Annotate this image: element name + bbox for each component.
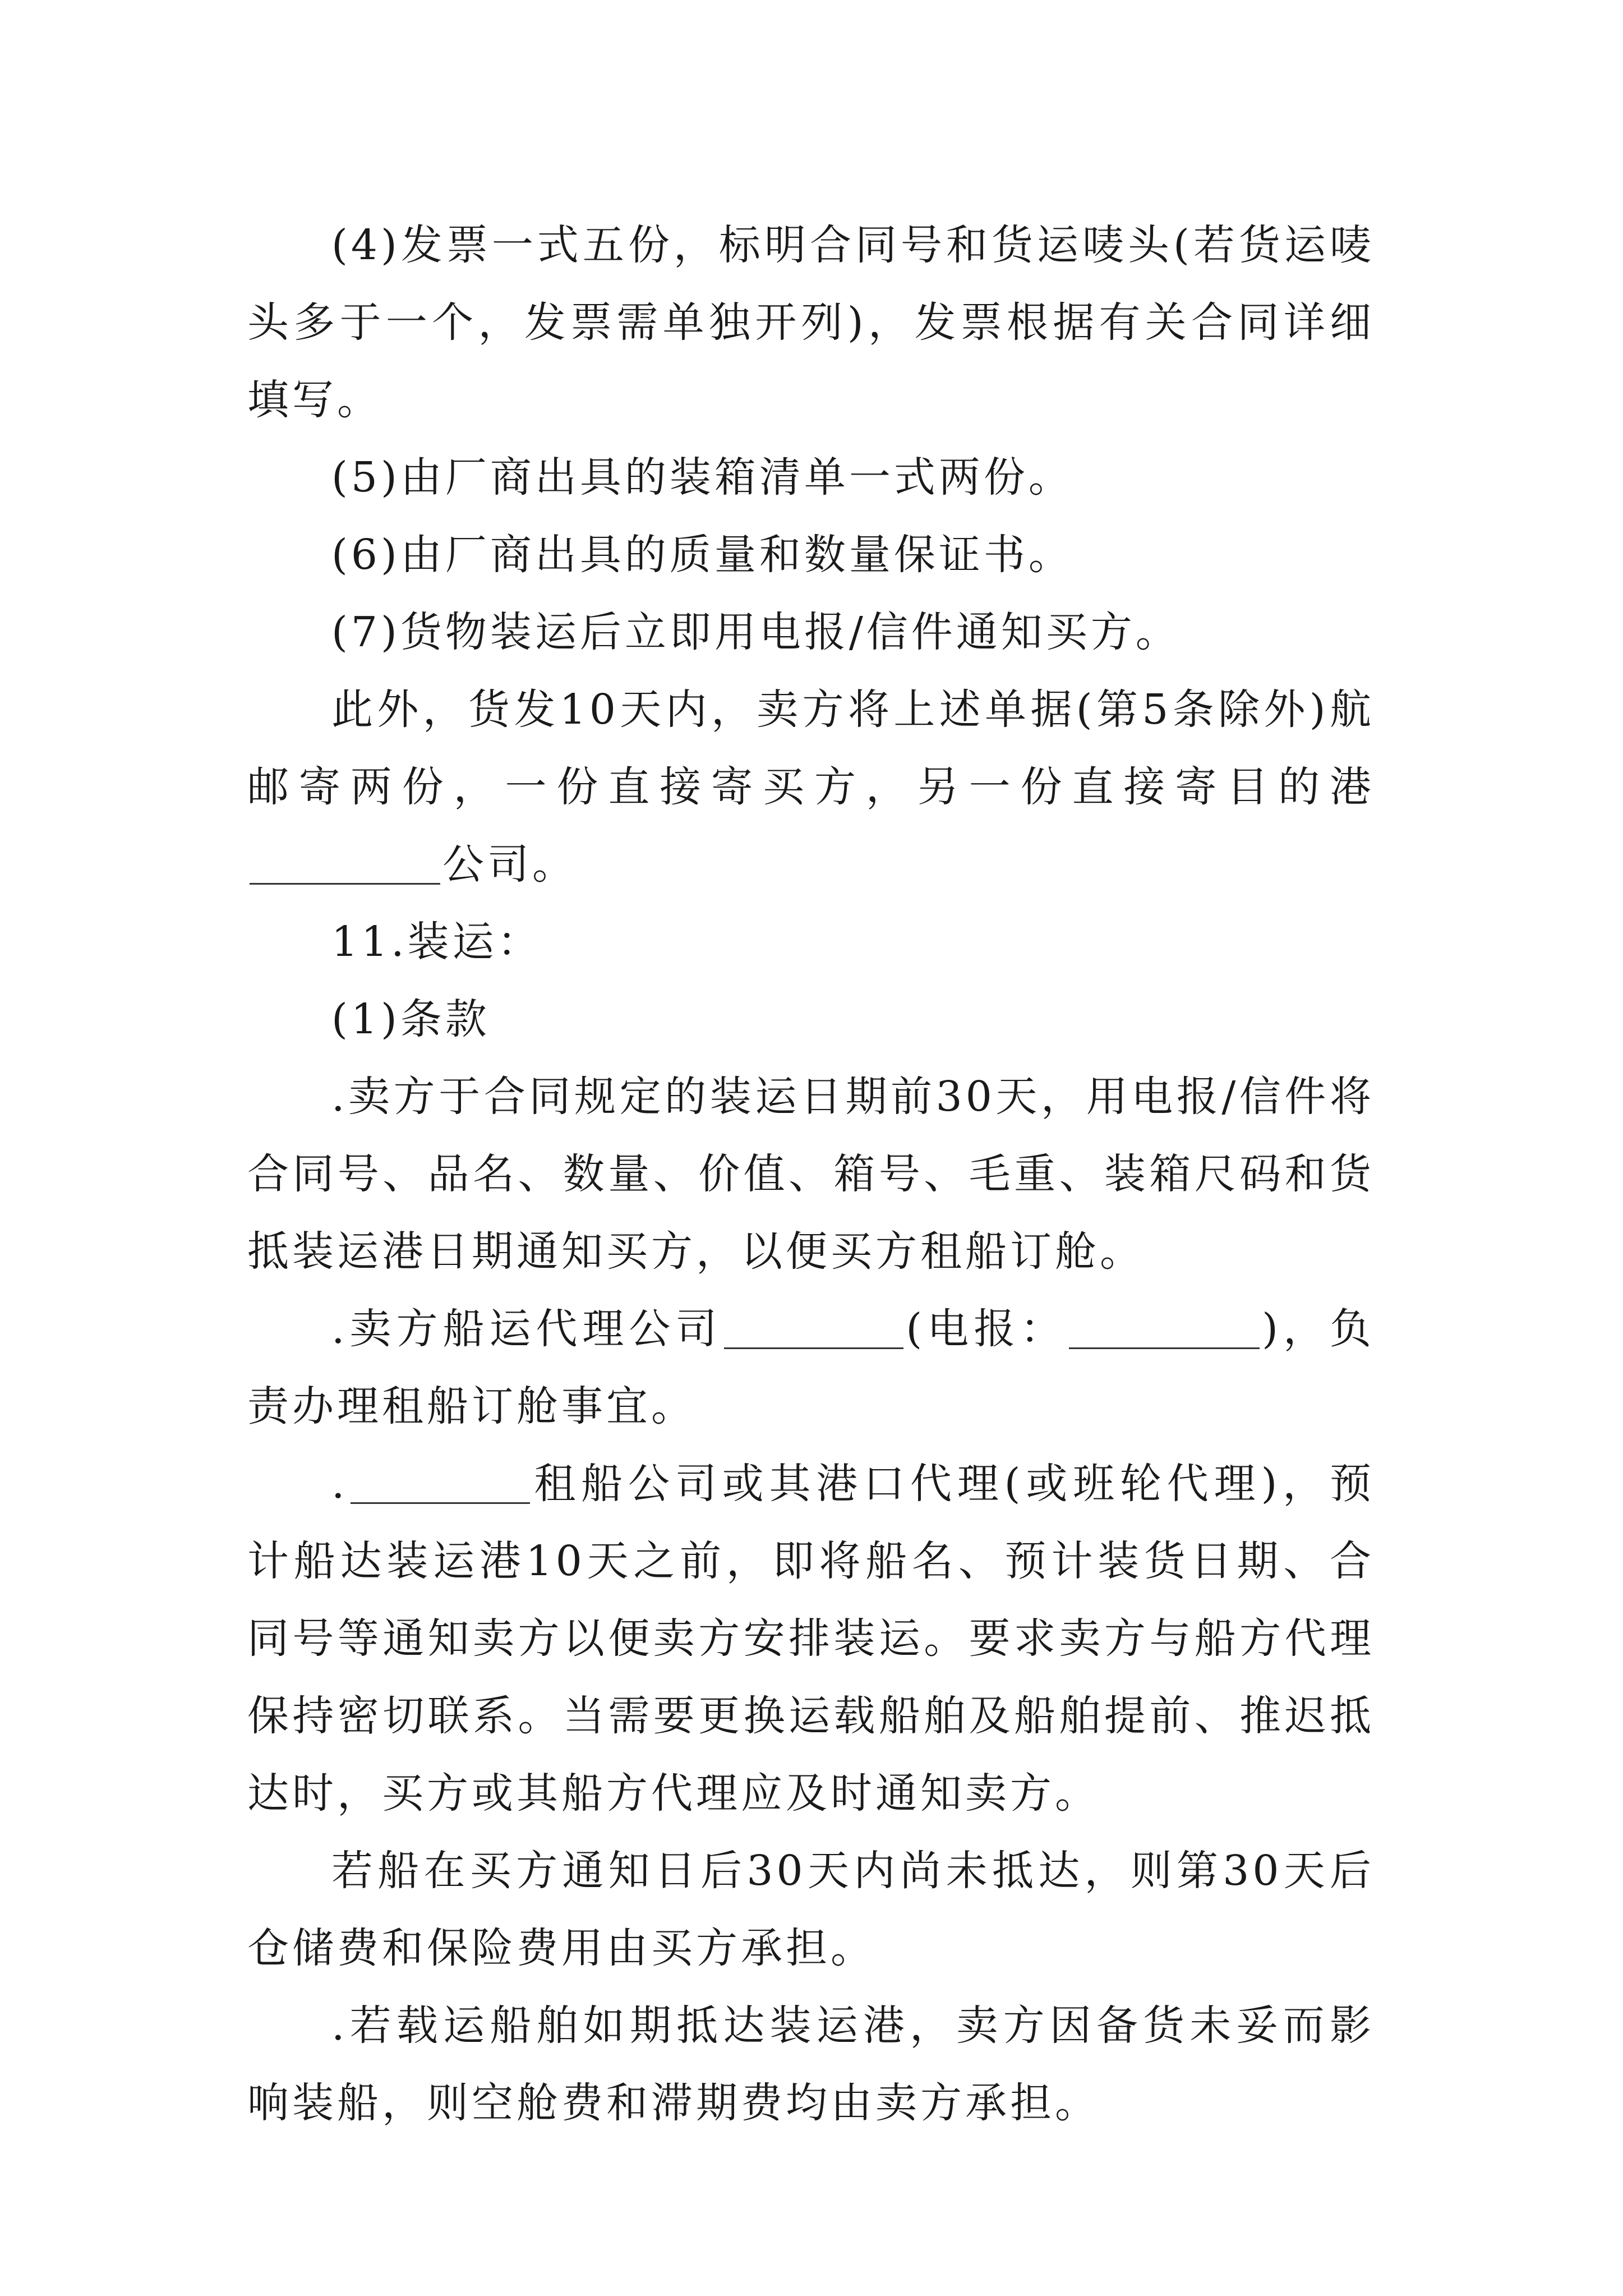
section-heading-shipment — [247, 903, 1375, 981]
paragraph-document-mailing — [247, 671, 1375, 903]
paragraph-dead-freight — [247, 1987, 1375, 2142]
storage-costs-text: 若船在买方通知日后30天内尚未抵达，则第30天后仓储费和保险费用由买方承担。 — [247, 1847, 1375, 1972]
shipping-agent-duty-text: )，负责办理租船订舱事宜。 — [247, 1305, 1375, 1430]
destination-port-blank — [250, 841, 440, 885]
packing-list-text: (5)由厂商出具的装箱清单一式两份。 — [331, 453, 1073, 501]
company-suffix-text: 公司。 — [442, 840, 577, 889]
paragraph-packing-list — [247, 439, 1375, 516]
chartering-text: 租船公司或其港口代理(或班轮代理)，预计船达装运港10天之前，即将船名、预计装货日期、合同号等通知卖方以便卖方安排装运。要求卖方与船方代理保持密切联系。当需要更换运载船舶及船舶提前、推迟抵达时，买方或其船方代理应及时通知卖方。 — [247, 1460, 1375, 1818]
paragraph-invoice — [247, 206, 1375, 439]
paragraph-shipment-notice — [247, 593, 1375, 671]
agent-company-blank — [724, 1306, 903, 1349]
paragraph-chartering — [247, 1445, 1375, 1832]
paragraph-seller-notice — [247, 1058, 1375, 1290]
chartering-lead-text: . — [331, 1460, 348, 1508]
document-mailing-text: 此外，货发10天内，卖方将上述单据(第5条除外)航邮寄两份，一份直接寄买方，另一份直接寄目的港 — [247, 685, 1375, 811]
paragraph-storage-costs — [247, 1832, 1375, 1987]
paragraph-shipping-agent — [247, 1290, 1375, 1445]
paragraph-quality-certificate — [247, 516, 1375, 593]
invoice-text: (4)发票一式五份，标明合同号和货运唛头(若货运唛头多于一个，发票需单独开列)，发票根据有关合同详细填写。 — [247, 221, 1375, 424]
telegram-blank — [1069, 1306, 1260, 1349]
seller-notice-text: .卖方于合同规定的装运日期前30天，用电报/信件将合同号、品名、数量、价值、箱号、毛重、装箱尺码和货抵装运港日期通知买方，以便买方租船订舱。 — [247, 1073, 1375, 1276]
charter-company-blank — [351, 1461, 530, 1504]
shipping-agent-text: .卖方船运代理公司 — [331, 1305, 722, 1353]
shipment-notice-text: (7)货物装运后立即用电报/信件通知买方。 — [331, 608, 1181, 656]
shipment-heading-text: 11.装运： — [331, 918, 542, 966]
telegram-label-text: (电报： — [906, 1305, 1067, 1353]
terms-heading-text: (1)条款 — [331, 995, 490, 1043]
quality-certificate-text: (6)由厂商出具的质量和数量保证书。 — [331, 531, 1073, 579]
subsection-terms — [247, 981, 1375, 1058]
dead-freight-text: .若载运船舶如期抵达装运港，卖方因备货未妥而影响装船，则空舱费和滞期费均由卖方承担。 — [247, 2001, 1375, 2127]
contract-body — [247, 206, 1375, 2142]
